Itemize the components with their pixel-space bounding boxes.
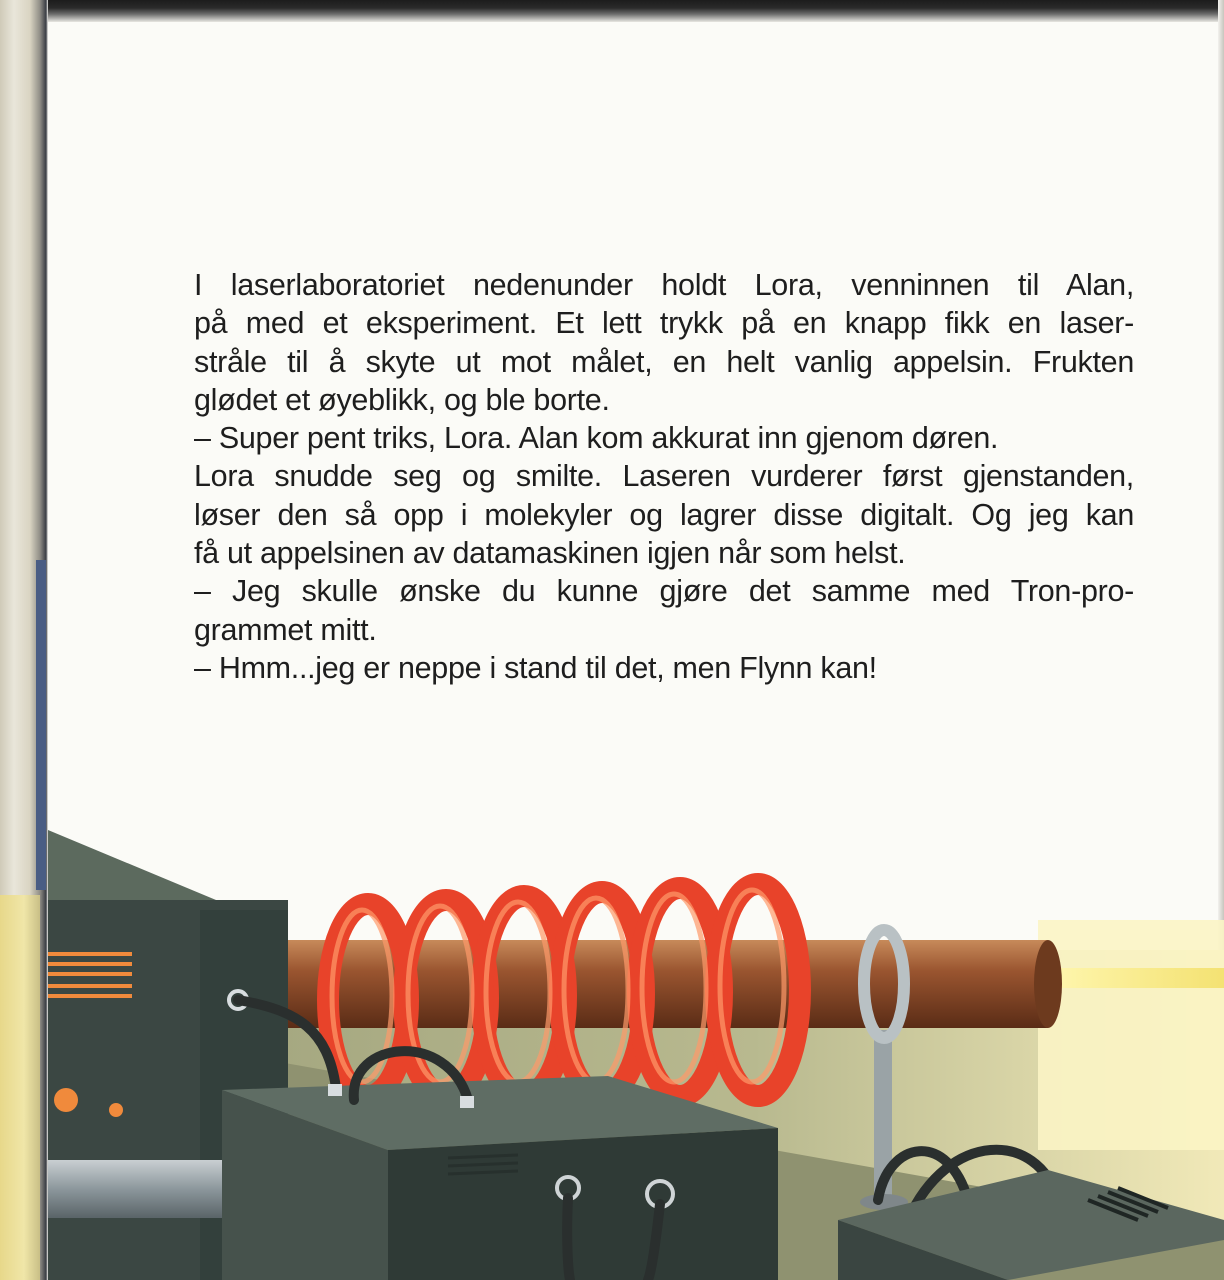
story-line: få ut appelsinen av datamaskinen igjen når som helst. — [194, 536, 906, 571]
spine-blue-band — [36, 560, 46, 890]
story-line: – Jeg skulle ønske du kunne gjøre det samme med Tron-pro- — [194, 574, 1134, 609]
indicator-light-small — [109, 1103, 123, 1117]
laser-apparatus-illustration — [48, 800, 1224, 1280]
page-top-edge — [0, 0, 1224, 22]
laser-beam — [1048, 968, 1224, 988]
indicator-light-large — [54, 1088, 78, 1112]
story-line: glødet et øyeblikk, og ble borte. — [194, 382, 610, 417]
story-text — [194, 266, 1134, 687]
spine-yellow-band — [0, 895, 40, 1280]
story-line: – Super pent triks, Lora. Alan kom akkurat inn gjenom døren. — [194, 421, 999, 456]
laser-tube-end — [1034, 940, 1062, 1028]
control-box-side — [388, 1128, 778, 1280]
story-line: Lora snudde seg og smilte. Laseren vurderer først gjenstanden, — [194, 459, 1134, 494]
story-line: grammet mitt. — [194, 612, 377, 647]
story-line: I laserlaboratoriet nedenunder holdt Lora, venninnen til Alan, — [194, 268, 1134, 302]
story-line: stråle til å skyte ut mot målet, en helt vanlig appelsin. Frukten — [194, 344, 1134, 379]
laser-glow — [1038, 920, 1224, 1150]
story-line: på med et eksperiment. Et lett trykk på en knapp fikk en laser- — [194, 306, 1134, 341]
story-line: løser den så opp i molekyler og lagrer disse digitalt. Og jeg kan — [194, 497, 1134, 532]
story-line: – Hmm...jeg er neppe i stand til det, men Flynn kan! — [194, 650, 877, 685]
